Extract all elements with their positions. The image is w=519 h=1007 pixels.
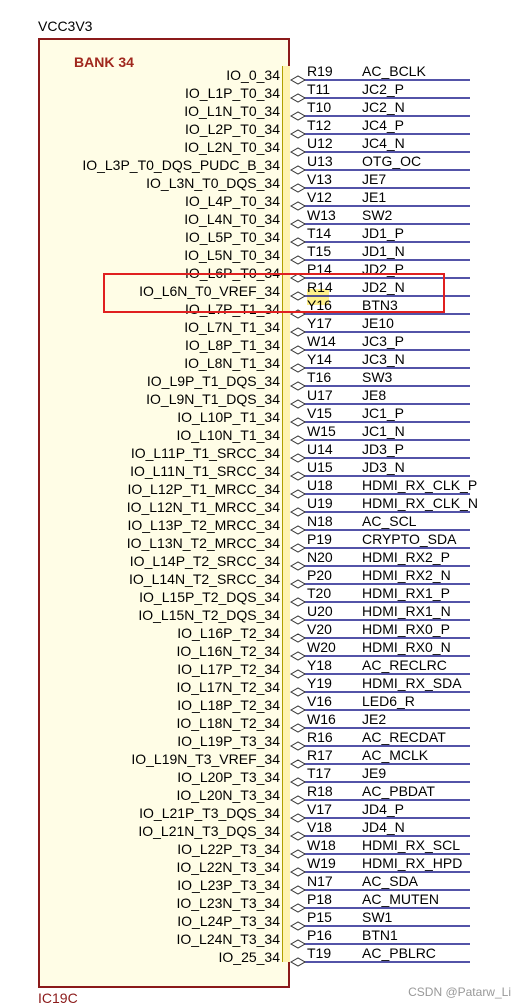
pin-name: IO_L8N_T1_34 (184, 355, 280, 371)
pin-number: W14 (307, 333, 336, 349)
pin-name: IO_25_34 (218, 949, 280, 965)
bidir-arrow-icon (291, 616, 305, 624)
net-label: JE7 (362, 171, 387, 187)
bidir-arrow-icon (291, 850, 305, 858)
bidir-arrow-icon (291, 580, 305, 588)
net-label: SW1 (362, 909, 393, 925)
reference-designator: IC19C (38, 990, 78, 1006)
net-label: JD2_N (362, 279, 405, 295)
pin-name: IO_L3P_T0_DQS_PUDC_B_34 (82, 157, 280, 173)
net-label: JD3_N (362, 459, 405, 475)
net-label: JE9 (362, 765, 387, 781)
pin-number: T14 (307, 225, 332, 241)
pin-number: T17 (307, 765, 332, 781)
pin-name: IO_L13N_T2_MRCC_34 (126, 535, 280, 551)
pin-name: IO_L22P_T3_34 (177, 841, 280, 857)
pin-name: IO_L10N_T1_34 (176, 427, 280, 443)
net-label: HDMI_RX1_N (362, 603, 451, 619)
pin-name: IO_L4N_T0_34 (184, 211, 280, 227)
pin-name: IO_L6P_T0_34 (185, 265, 280, 281)
pin-number: W13 (307, 207, 336, 223)
net-label: HDMI_RX0_N (362, 639, 451, 655)
net-label: HDMI_RX0_P (362, 621, 450, 637)
net-label: HDMI_RX_CLK_P (362, 477, 478, 493)
pin-number: Y17 (307, 315, 332, 331)
bidir-arrow-icon (291, 508, 305, 516)
net-label: LED6_R (362, 693, 415, 709)
pin-number: U14 (307, 441, 333, 457)
bidir-arrow-icon (291, 760, 305, 768)
pin-name: IO_L19P_T3_34 (177, 733, 280, 749)
pin-name: IO_L23N_T3_34 (176, 895, 280, 911)
bidir-arrow-icon (291, 112, 305, 120)
pin-number: V17 (307, 801, 332, 817)
net-label: HDMI_RX2_N (362, 567, 451, 583)
pin-name: IO_L12N_T1_MRCC_34 (126, 499, 280, 515)
pin-name: IO_L5P_T0_34 (185, 229, 280, 245)
pin-number: Y16 (307, 297, 332, 313)
pin-name: IO_L24P_T3_34 (177, 913, 280, 929)
net-label: AC_SDA (362, 873, 419, 889)
pin-number: V16 (307, 693, 332, 709)
bidir-arrow-icon (291, 184, 305, 192)
net-label: AC_MCLK (362, 747, 429, 763)
pin-number: Y14 (307, 351, 332, 367)
net-label: JE2 (362, 711, 387, 727)
pin-name: IO_L22N_T3_34 (176, 859, 280, 875)
pin-name: IO_L13P_T2_MRCC_34 (127, 517, 280, 533)
pin-number: P16 (307, 927, 332, 943)
net-label: OTG_OC (362, 153, 422, 169)
net-label: JC1_N (362, 423, 405, 439)
pin-number: T15 (307, 243, 332, 259)
pin-number: U12 (307, 135, 333, 151)
pin-number: W16 (307, 711, 336, 727)
pin-number: R17 (307, 747, 333, 763)
net-label: HDMI_RX_SCL (362, 837, 461, 853)
pin-number: U15 (307, 459, 333, 475)
bidir-arrow-icon (291, 778, 305, 786)
net-label: JE10 (362, 315, 394, 331)
bidir-arrow-icon (291, 562, 305, 570)
net-label: JC1_P (362, 405, 405, 421)
pin-number: T12 (307, 117, 332, 133)
pin-number: T10 (307, 99, 332, 115)
pin-number: R14 (307, 279, 333, 295)
pin-name: IO_L18N_T2_34 (176, 715, 280, 731)
net-label: BTN1 (362, 927, 398, 943)
bidir-arrow-icon (291, 796, 305, 804)
pin-number: N20 (307, 549, 333, 565)
pin-number: T19 (307, 945, 332, 961)
net-label: JD1_P (362, 225, 405, 241)
pin-number: R18 (307, 783, 333, 799)
bidir-arrow-icon (291, 76, 305, 84)
bidir-arrow-icon (291, 220, 305, 228)
bidir-arrow-icon (291, 346, 305, 354)
pin-name: IO_L21P_T3_DQS_34 (139, 805, 280, 821)
bidir-arrow-icon (291, 328, 305, 336)
net-label: AC_RECDAT (362, 729, 446, 745)
bidir-arrow-icon (291, 94, 305, 102)
pin-number: T11 (307, 81, 331, 97)
net-label: JC2_P (362, 81, 405, 97)
bidir-arrow-icon (291, 472, 305, 480)
net-label: JD4_P (362, 801, 405, 817)
bidir-arrow-icon (291, 526, 305, 534)
bidir-arrow-icon (291, 364, 305, 372)
net-label: JC2_N (362, 99, 405, 115)
bidir-arrow-icon (291, 400, 305, 408)
pin-number: T20 (307, 585, 332, 601)
pin-name: IO_L19N_T3_VREF_34 (131, 751, 280, 767)
pin-name: IO_L9P_T1_DQS_34 (146, 373, 280, 389)
pin-name: IO_L8P_T1_34 (185, 337, 280, 353)
pin-number: P19 (307, 531, 332, 547)
net-label: JC3_P (362, 333, 405, 349)
net-label: HDMI_RX_SDA (362, 675, 462, 691)
pin-name: IO_L20N_T3_34 (176, 787, 280, 803)
pin-number: V13 (307, 171, 332, 187)
pin-name: IO_L5N_T0_34 (184, 247, 280, 263)
pin-number: U19 (307, 495, 333, 511)
pin-name: IO_L2P_T0_34 (185, 121, 280, 137)
net-label: JD2_P (362, 261, 405, 277)
net-label: AC_MUTEN (362, 891, 440, 907)
supply-label: VCC3V3 (38, 18, 93, 34)
bidir-arrow-icon (291, 652, 305, 660)
net-label: BTN3 (362, 297, 398, 313)
net-label: AC_PBDAT (362, 783, 435, 799)
net-label: CRYPTO_SDA (362, 531, 457, 547)
pin-number: V20 (307, 621, 332, 637)
pin-name: IO_L20P_T3_34 (177, 769, 280, 785)
pin-name: IO_L15P_T2_DQS_34 (139, 589, 280, 605)
bidir-arrow-icon (291, 382, 305, 390)
pin-name: IO_L2N_T0_34 (184, 139, 280, 155)
net-label: JC4_N (362, 135, 405, 151)
net-label: SW3 (362, 369, 393, 385)
net-label: AC_SCL (362, 513, 417, 529)
pin-name: IO_L4P_T0_34 (185, 193, 280, 209)
watermark: CSDN @Patarw_Li (408, 985, 511, 999)
net-label: JD3_P (362, 441, 405, 457)
pin-number: W19 (307, 855, 336, 871)
bidir-arrow-icon (291, 670, 305, 678)
bank-label: BANK 34 (74, 54, 134, 70)
net-label: HDMI_RX1_P (362, 585, 450, 601)
bidir-arrow-icon (291, 922, 305, 930)
pin-name: IO_L21N_T3_DQS_34 (138, 823, 280, 839)
pin-name: IO_L17N_T2_34 (176, 679, 280, 695)
bidir-arrow-icon (291, 454, 305, 462)
bidir-arrow-icon (291, 832, 305, 840)
bidir-arrow-icon (291, 436, 305, 444)
pin-name: IO_L16P_T2_34 (177, 625, 280, 641)
pin-name: IO_L14N_T2_SRCC_34 (129, 571, 280, 587)
pin-number: V18 (307, 819, 332, 835)
pin-name: IO_L10P_T1_34 (177, 409, 280, 425)
net-label: HDMI_RX2_P (362, 549, 450, 565)
net-label: JC4_P (362, 117, 405, 133)
pin-name: IO_L7P_T1_34 (185, 301, 280, 317)
net-label: SW2 (362, 207, 393, 223)
pin-name: IO_L23P_T3_34 (177, 877, 280, 893)
bidir-arrow-icon (291, 130, 305, 138)
pin-name: IO_L9N_T1_DQS_34 (146, 391, 280, 407)
bidir-arrow-icon (291, 238, 305, 246)
bidir-arrow-icon (291, 688, 305, 696)
pin-number: P15 (307, 909, 332, 925)
net-label: JE1 (362, 189, 387, 205)
pin-number: P14 (307, 261, 332, 277)
net-label: JE8 (362, 387, 387, 403)
pin-name: IO_L1P_T0_34 (185, 85, 280, 101)
net-label: HDMI_RX_CLK_N (362, 495, 478, 511)
pin-number: U20 (307, 603, 333, 619)
pin-name: IO_L14P_T2_SRCC_34 (129, 553, 280, 569)
pin-number: V12 (307, 189, 332, 205)
net-label: HDMI_RX_HPD (362, 855, 463, 871)
pin-number: U13 (307, 153, 333, 169)
pin-number: P18 (307, 891, 332, 907)
bidir-arrow-icon (291, 814, 305, 822)
pin-number: W18 (307, 837, 336, 853)
net-label: AC_BCLK (362, 63, 426, 79)
bidir-arrow-icon (291, 958, 305, 966)
bidir-arrow-icon (291, 886, 305, 894)
pin-name: IO_L15N_T2_DQS_34 (138, 607, 280, 623)
bidir-arrow-icon (291, 904, 305, 912)
net-label: AC_RECLRC (362, 657, 447, 673)
pin-number: R16 (307, 729, 333, 745)
pin-name: IO_L18P_T2_34 (177, 697, 280, 713)
pin-name: IO_L17P_T2_34 (177, 661, 280, 677)
pin-number: Y19 (307, 675, 332, 691)
highlight-box (103, 273, 445, 313)
bidir-arrow-icon (291, 706, 305, 714)
bidir-arrow-icon (291, 598, 305, 606)
bidir-arrow-icon (291, 148, 305, 156)
bidir-arrow-icon (291, 544, 305, 552)
pin-name: IO_L6N_T0_VREF_34 (139, 283, 280, 299)
pin-number: V15 (307, 405, 332, 421)
pin-name: IO_L7N_T1_34 (184, 319, 280, 335)
pin-number: W20 (307, 639, 336, 655)
pin-name: IO_L1N_T0_34 (184, 103, 280, 119)
pin-name: IO_L11N_T1_SRCC_34 (130, 463, 280, 479)
pin-number: R19 (307, 63, 333, 79)
pin-number: W15 (307, 423, 336, 439)
pin-number: N17 (307, 873, 333, 889)
pin-number: N18 (307, 513, 333, 529)
bidir-arrow-icon (291, 166, 305, 174)
bidir-arrow-icon (291, 868, 305, 876)
pin-name: IO_L3N_T0_DQS_34 (146, 175, 280, 191)
bidir-arrow-icon (291, 202, 305, 210)
pin-stripe (282, 66, 290, 962)
bidir-arrow-icon (291, 724, 305, 732)
bidir-arrow-icon (291, 490, 305, 498)
pin-number: T16 (307, 369, 332, 385)
pin-number: U18 (307, 477, 333, 493)
pin-name: IO_L11P_T1_SRCC_34 (130, 445, 280, 461)
pin-number: P20 (307, 567, 332, 583)
bidir-arrow-icon (291, 742, 305, 750)
bidir-arrow-icon (291, 418, 305, 426)
pin-name: IO_L24N_T3_34 (176, 931, 280, 947)
pin-number: Y18 (307, 657, 332, 673)
net-label: AC_PBLRC (362, 945, 436, 961)
net-label: JD1_N (362, 243, 405, 259)
pin-name: IO_L16N_T2_34 (176, 643, 280, 659)
bidir-arrow-icon (291, 256, 305, 264)
bidir-arrow-icon (291, 940, 305, 948)
bidir-arrow-icon (291, 634, 305, 642)
pin-number: U17 (307, 387, 333, 403)
pin-name: IO_0_34 (226, 67, 280, 83)
pin-name: IO_L12P_T1_MRCC_34 (127, 481, 280, 497)
net-label: JD4_N (362, 819, 405, 835)
net-label: JC3_N (362, 351, 405, 367)
